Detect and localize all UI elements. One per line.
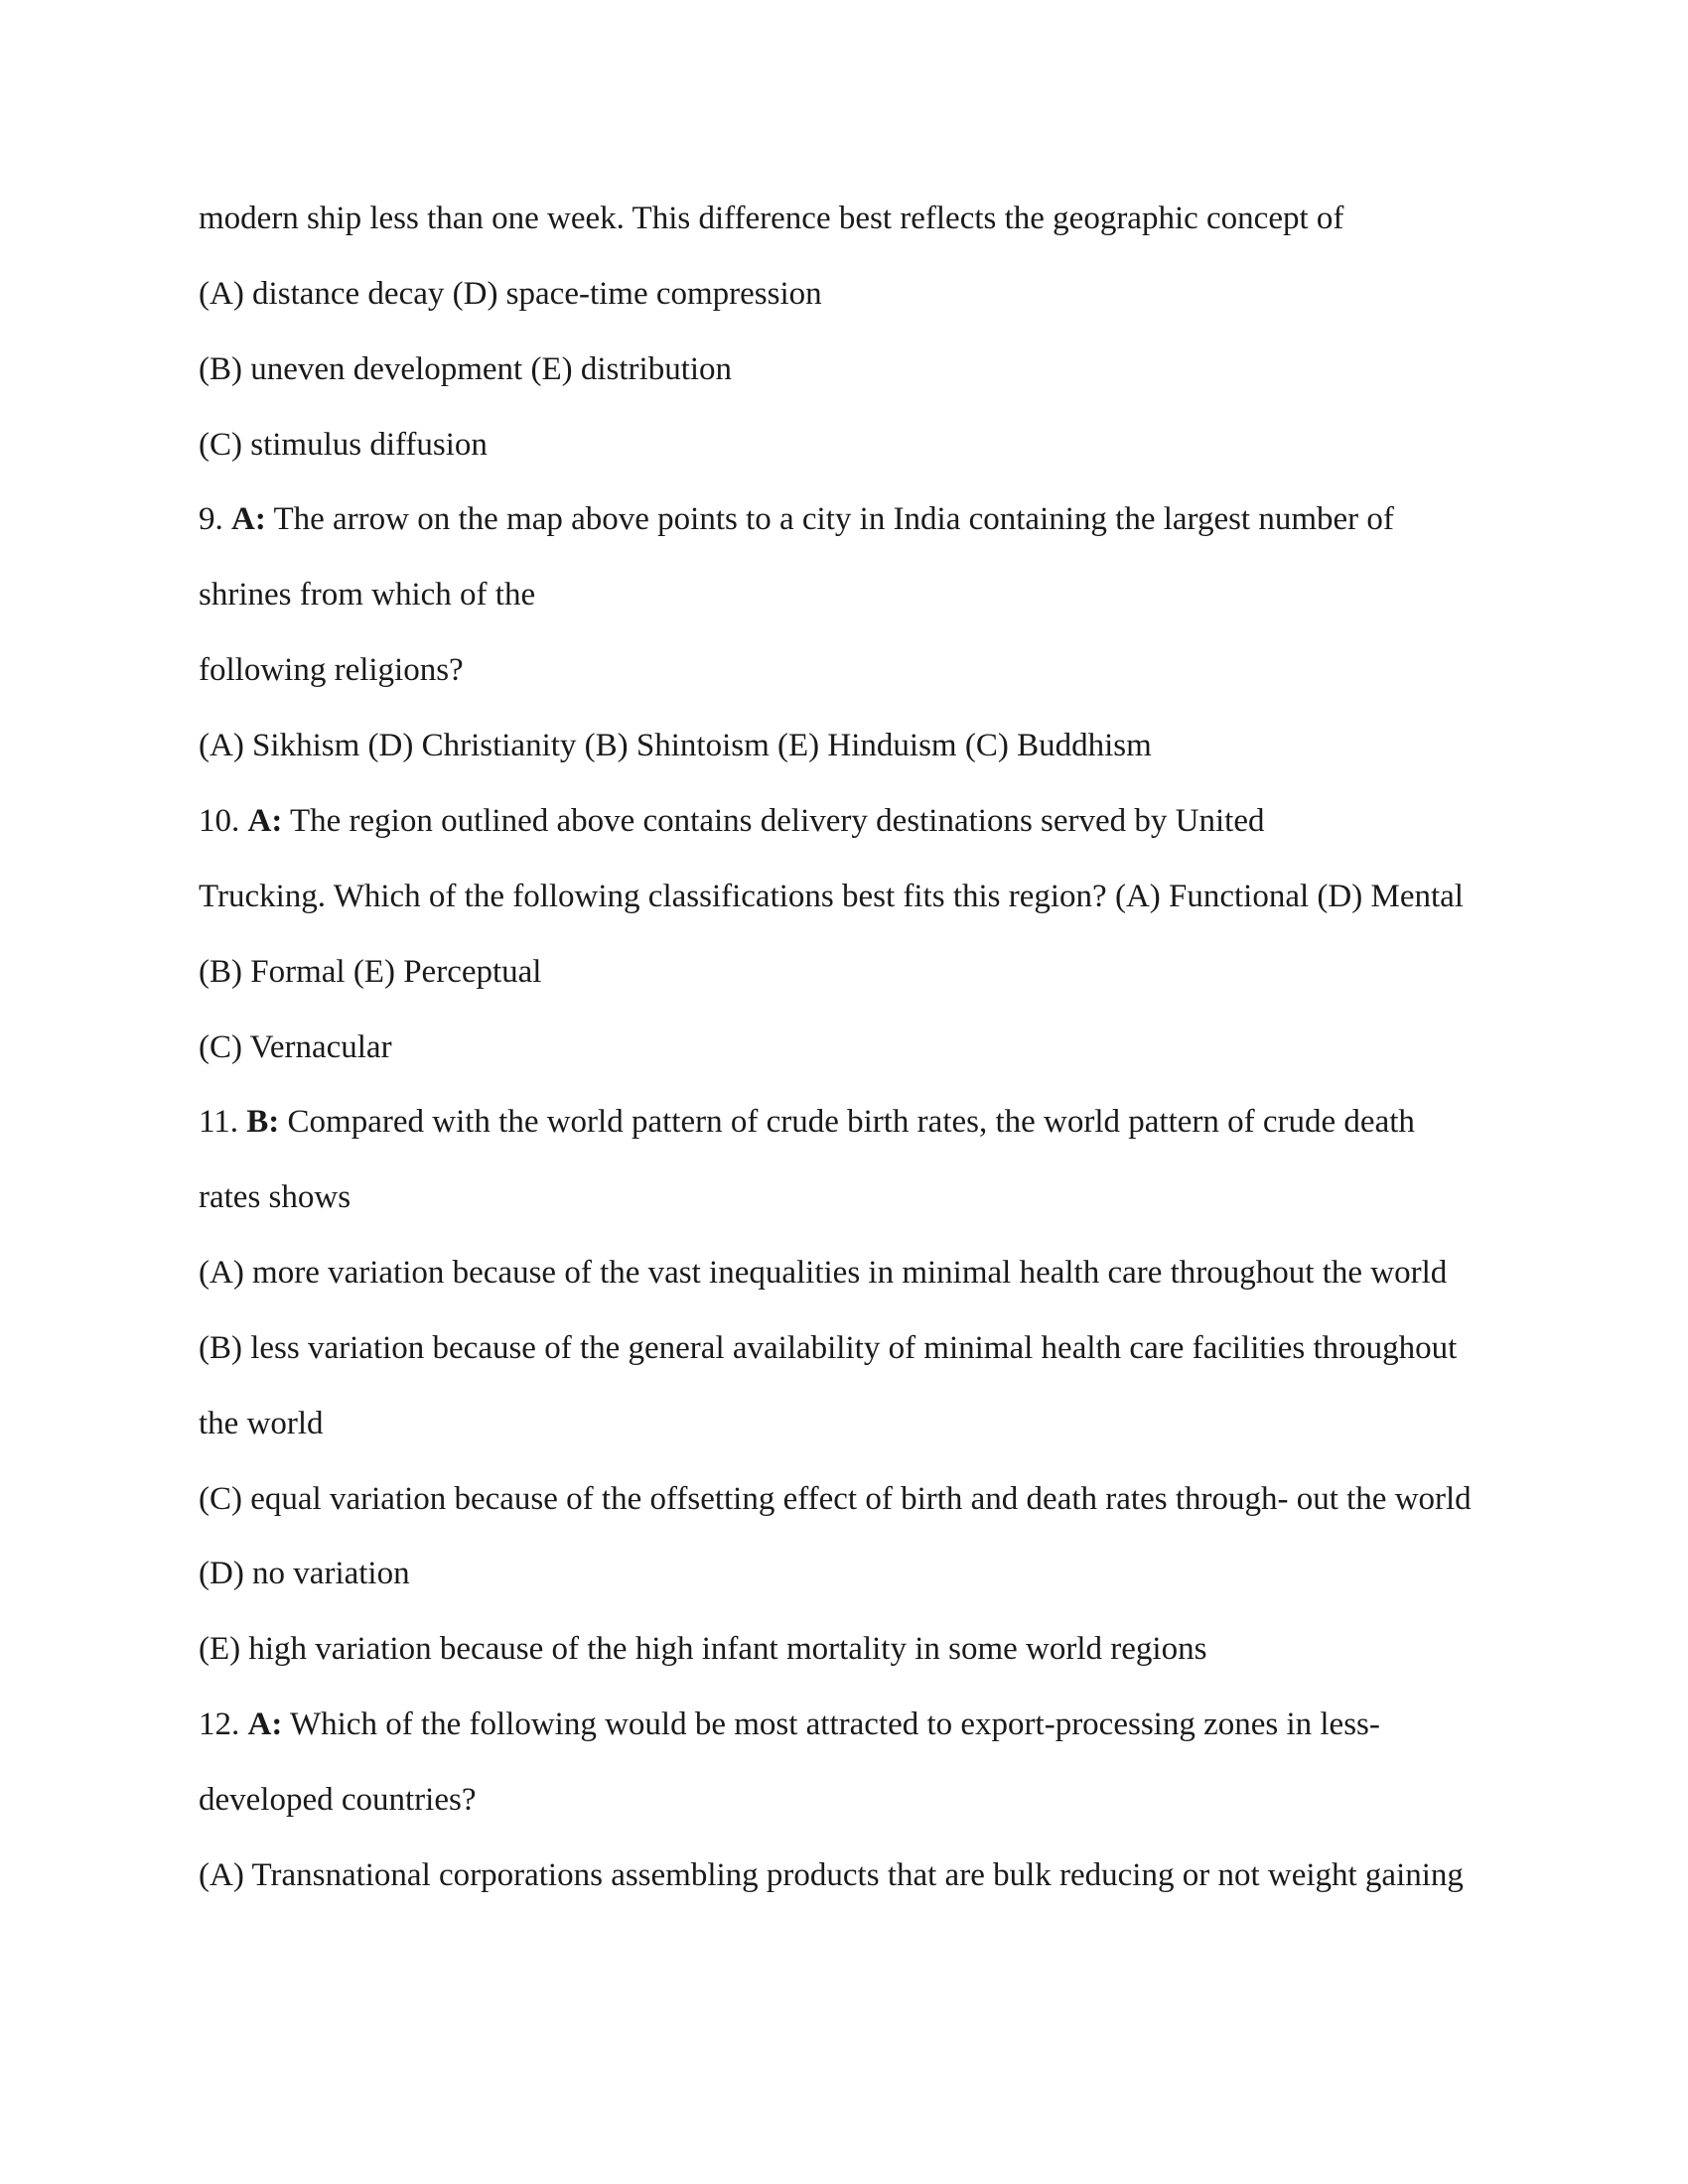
question-number: 12. — [199, 1706, 248, 1742]
question-text: The arrow on the map above points to a city in India containing the largest number of — [265, 501, 1394, 537]
question-number: 10. — [199, 803, 248, 839]
option-line: (C) equal variation because of the offsetting effect of birth and death rates through- out the world — [199, 1481, 1472, 1517]
text-line: the world — [199, 1406, 324, 1441]
question-11 — [199, 1102, 1415, 1142]
question-number: 11. — [199, 1104, 247, 1140]
option-line: (C) Vernacular — [199, 1029, 392, 1065]
text-line: modern ship less than one week. This difference best reflects the geographic concept of — [199, 201, 1344, 236]
question-text: The region outlined above contains delivery destinations served by United — [282, 803, 1265, 839]
answer-key: A: — [231, 501, 266, 537]
option-line: (C) stimulus diffusion — [199, 427, 488, 463]
option-line: (E) high variation because of the high infant mortality in some world regions — [199, 1631, 1207, 1667]
option-line: (B) uneven development (E) distribution — [199, 351, 733, 387]
option-line: (A) distance decay (D) space-time compression — [199, 276, 822, 312]
option-line: (B) Formal (E) Perceptual — [199, 954, 542, 990]
option-line: (B) less variation because of the general availability of minimal health care facilities throughout — [199, 1330, 1458, 1366]
question-12 — [199, 1705, 1380, 1744]
option-line: (D) no variation — [199, 1556, 410, 1591]
answer-key: A: — [247, 1706, 283, 1742]
question-9 — [199, 499, 1394, 539]
option-line: (A) Transnational corporations assembling products that are bulk reducing or not weight gaining — [199, 1857, 1464, 1893]
question-10 — [199, 801, 1264, 841]
text-line: Trucking. Which of the following classifications best fits this region? (A) Functional (D) Mental — [199, 879, 1464, 914]
text-line: rates shows — [199, 1179, 352, 1215]
answer-key: B: — [246, 1104, 280, 1140]
text-line: following religions? — [199, 652, 464, 688]
question-text: Which of the following would be most attracted to export-processing zones in less- — [282, 1706, 1380, 1742]
option-line: (A) more variation because of the vast inequalities in minimal health care throughout the world — [199, 1255, 1448, 1291]
question-number: 9. — [199, 501, 231, 537]
question-text: Compared with the world pattern of crude birth rates, the world pattern of crude death — [279, 1104, 1415, 1140]
option-line: (A) Sikhism (D) Christianity (B) Shintoism (E) Hinduism (C) Buddhism — [199, 728, 1152, 763]
text-line: shrines from which of the — [199, 577, 536, 613]
answer-key: A: — [247, 803, 283, 839]
text-line: developed countries? — [199, 1782, 477, 1818]
